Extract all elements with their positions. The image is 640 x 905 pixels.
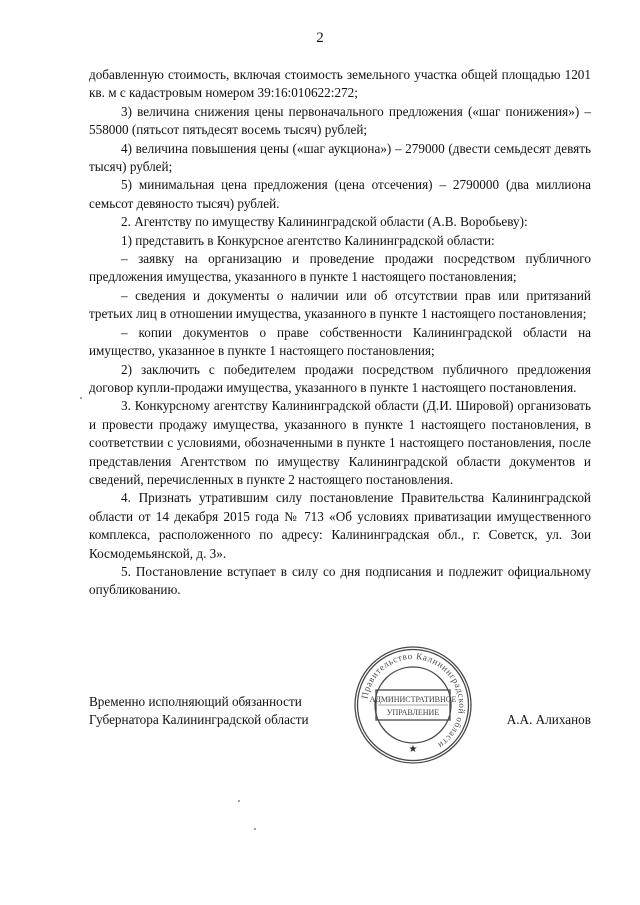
paragraph-section-2-item-1: 1) представить в Конкурсное агентство Калининградской области: [121,232,495,248]
paragraph-section-4: 4. Признать утратившим силу постановление Правительства Калининградской области от 14 декабря 2015 года № 713 «Об условиях приватизации имущественного комплекса, расположенного по адресу: Калининградская обл., г. Советск, ул. Зои Космодемьянской, д. 3». [89,490,591,561]
scan-speck [238,800,240,802]
scan-speck [80,397,82,399]
document-body [89,66,591,600]
paragraph-section-5: 5. Постановление вступает в силу со дня подписания и подлежит официальному опубликованию. [89,563,591,598]
page-number: 2 [316,30,324,46]
paragraph-continuation: добавленную стоимость, включая стоимость земельного участка общей площадью 1201 кв. м с кадастровым номером 39:16:010622:272; [89,67,591,101]
signer-name: А.А. Алиханов [506,712,591,727]
seal-ring-text: Правительство Калининградской области [359,650,468,751]
paragraph-bullet-application: – заявку на организацию и проведение продажи посредством публичного предложения имущества, указанного в пункте 1 настоящего постановления; [89,251,591,285]
seal-center-line-1: АДМИНИСТРАТИВНОЕ [369,695,457,704]
paragraph-section-2: 2. Агентству по имуществу Калининградской области (А.В. Воробьеву): [121,214,528,230]
seal-center-line-2: УПРАВЛЕНИЕ [386,708,440,717]
signer-title-line-2: Губернатора Калининградской области [89,712,309,728]
paragraph-item-3: 3) величина снижения цены первоначального предложения («шаг понижения») – 558000 (пятьсот пятьдесят восемь тысяч) рублей; [89,103,591,138]
signer-title [89,693,309,730]
official-seal-stamp [348,640,478,770]
paragraph-bullet-ownership: – копии документов о праве собственности Калининградской области на имущество, указанное в пункте 1 настоящего постановления; [89,324,591,359]
paragraph-section-2-item-2: 2) заключить с победителем продажи посредством публичного предложения договор купли-продажи имущества, указанного в пункте 1 настоящего постановления. [89,361,591,395]
paragraph-bullet-rights: – сведения и документы о наличии или об отсутствии прав или притязаний третьих лиц в отношении имущества, указанного в пункте 1 настоящего постановления; [89,287,591,322]
paragraph-section-3: 3. Конкурсному агентству Калининградской области (Д.И. Шировой) организовать и провести продажу имущества, указанного в пункте 1 настоящего постановления, в соответствии с условиями, обозначенными в пункте 1 настоящего постановления, после представления Агентством по имуществу Калининградской области документов и сведений, перечисленных в пункте 2 настоящего постановления. [89,398,591,487]
paragraph-item-4: 4) величина повышения цены («шаг аукциона») – 279000 (двести семьдесят девять тысяч) рублей; [89,140,591,175]
signature-block [89,693,591,733]
seal-star-icon: ★ [408,744,418,755]
paragraph-item-5: 5) минимальная цена предложения (цена отсечения) – 2790000 (два миллиона семьсот девяносто тысяч) рублей. [89,177,591,211]
signer-title-line-1: Временно исполняющий обязанности [89,694,302,709]
scan-speck [254,828,256,830]
